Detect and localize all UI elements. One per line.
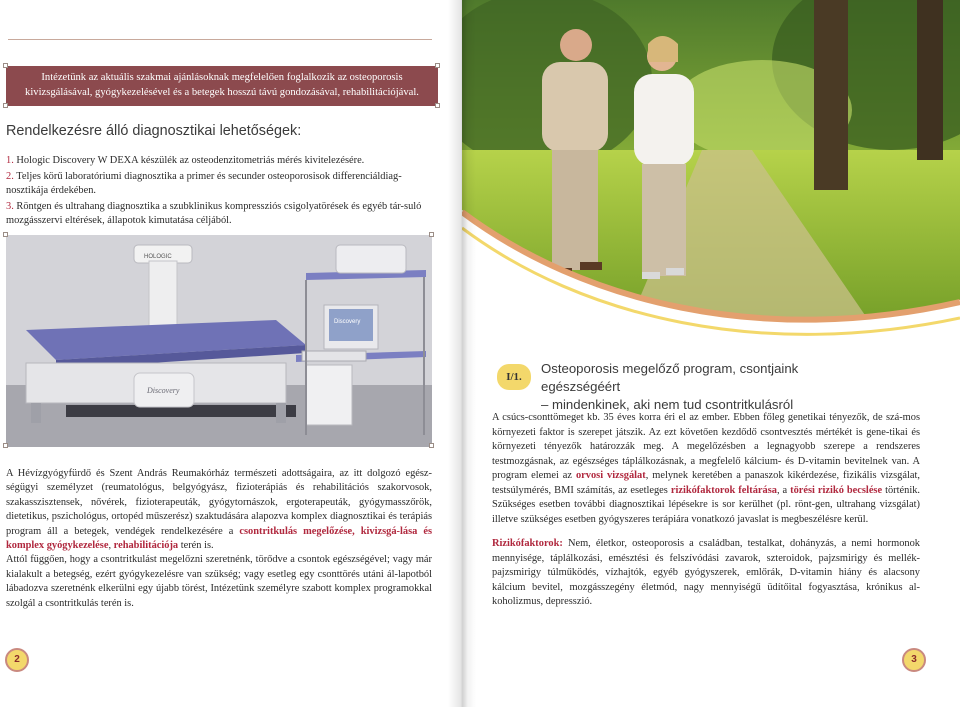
corner-ornament xyxy=(3,63,8,68)
corner-ornament xyxy=(3,232,8,237)
dexa-scanner-illustration xyxy=(6,235,432,447)
discovery-label: Discovery xyxy=(147,386,180,395)
program-title xyxy=(541,360,841,414)
program-title-line-2: – mindenkinek, aki nem tud csontritkulásról xyxy=(541,397,794,412)
park-walk-illustration xyxy=(462,0,960,340)
diagnostics-title: Rendelkezésre álló diagnosztikai lehetőségek: xyxy=(6,123,302,139)
diagnostics-list xyxy=(6,154,440,230)
corner-ornament xyxy=(3,443,8,448)
monitor-label: Discovery xyxy=(334,319,361,325)
page-number-right: 3 xyxy=(902,648,926,672)
corner-ornament xyxy=(429,232,434,237)
list-item: 2. Teljes körű laboratóriumi diagnosztika a primer és secunder osteoporosisok differenciáldiag-nosztikája érdekében. xyxy=(6,170,402,197)
paragraph: Attól függően, hogy a csontritkulást megelőzni szeretnénk, törődve a csontok egészségével; vagy már kialakult a betegség, ezért gyógykezelésre van szükség; vagy esetleg egy csonttörés utáni ál-lapotból lábadozva szeretnénk elkerülni egy újabb törést, Intézetünk személyre szabott komplex programokkal szolgál a csontritkulás terén is. xyxy=(6,554,432,609)
dexa-equipment-photo xyxy=(6,235,432,447)
banner-line-1: Intézetünk az aktuális szakmai ajánlásoknak megfelelően foglalkozik az osteoporosis xyxy=(41,72,403,83)
risk-factors-label: Rizikófaktorok: xyxy=(492,538,563,549)
corner-ornament xyxy=(435,63,440,68)
paragraph: Rizikófaktorok: Nem, életkor, osteoporosis a családban, testalkat, dohányzás, a nemi hormonok mennyisége, táplálkozási, emésztési és felszívódási zavarok, szteroidok, pajzsmirigy és mellék-pajzsmirigy túlműködés, vízhajtók, egyéb gyógyszerek, emlőrák, D-vitamin hiány és alacsony kálcium bevitel, mozgásszegény életmód, nagy mennyiségű üdítőital fogyasztása, krónikus al-koholizmus, depresszió. xyxy=(492,538,920,607)
corner-ornament xyxy=(435,103,440,108)
paragraph: A csúcs-csonttömeget kb. 35 éves korra éri el az ember. Ebben főleg genetikai tényezők, de szá-mos környezeti faktor is szerepet játszik. Az ezt követően kezdődő csontvesztés mértékét is gene-tikai és környezeti tényezők határozzák meg. A megelőzésben a legnagyobb szerepe a rendszeres testmozgásnak, az egészséges táplálkozásnak, a megfelelő kálcium- és D-vitamin bevitelnek van. A program elemei az orvosi vizsgálat, melynek keretében a panaszok kikérdezése, fizikális vizsgálat, testsúlymérés, BMI számítás, az esetleges rizikófaktorok feltárása, a törési rizikó becslése történik. Szükséges esetben további diagnosztikai lépésekre is sor kerülhet (pl. rönt-gen, ultrahang vizsgálat) illetve szükséges esetben gyógyszeres terápiára vonatkozó javaslat is megbeszélésre kerül. xyxy=(492,412,920,525)
hologic-label: HOLOGIC xyxy=(144,254,172,260)
page-number-left: 2 xyxy=(5,648,29,672)
left-page xyxy=(0,0,462,707)
couple-walking-photo xyxy=(462,0,960,340)
corner-ornament xyxy=(429,443,434,448)
banner-line-2: kivizsgálásával, gyógykezelésével és a betegek hosszú távú gondozásával, rehabilitációjával. xyxy=(25,86,419,98)
list-item: 1. Hologic Discovery W DEXA készülék az osteodenzitometriás mérés kivitelezésére. xyxy=(6,155,365,166)
top-divider xyxy=(8,39,432,40)
program-badge: I/1. xyxy=(497,364,531,390)
right-body-text xyxy=(492,411,920,620)
left-body-text xyxy=(6,467,432,611)
corner-ornament xyxy=(3,103,8,108)
paragraph: A Hévízgyógyfürdő és Szent András Reumakórház természeti adottságaira, az itt dolgozó egész-ségügyi személyzet (reumatológus, belgyógyász, fizioterápiás és rehabilitációs szakorvosok, szakasszisztensek, nővérek, fizioterapeuták, gyógytornászok, ergoterapeuták, gyógymasszőrök, dietetikus, pszichológus, ortopéd műszerész) szaktudására alapozva komplex diagnosztikai és terápiás program áll a betegek, vendégek rendelkezésére a csontritkulás megelőzése, kivizsgá-lása és komplex gyógykezelése, rehabilitációja terén is. xyxy=(6,468,433,552)
list-item: 3. Röntgen és ultrahang diagnosztika a szubklinikus kompressziós csigolyatörések és egyéb tár-suló mozgásszervi eltérések, állapotok kimutatása céljából. xyxy=(6,200,422,227)
intro-banner xyxy=(6,66,438,106)
program-title-line-1: Osteoporosis megelőző program, csontjaink egészségéért xyxy=(541,361,799,394)
